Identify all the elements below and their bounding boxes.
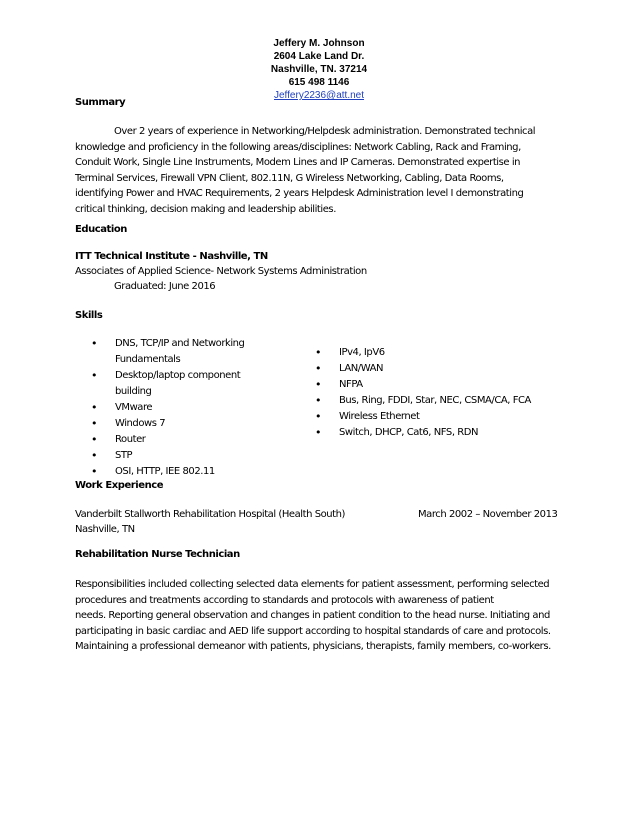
job-line: needs. Reporting general observation and changes in patient condition to the head nurse. Initiating and — [75, 610, 550, 621]
job-line: procedures and treatments according to standards and protocols with awareness of patient — [75, 594, 494, 606]
graduation-date: Graduated: June 2016 — [114, 281, 216, 292]
skills-list-right — [313, 345, 543, 441]
summary-line: Over 2 years of experience in Networking/Helpdesk administration. Demonstrated technical — [114, 126, 536, 137]
employer-name: Vanderbilt Stallworth Rehabilitation Hospital (Health South) — [75, 509, 345, 520]
summary-line: critical thinking, decision making and leadership abilities. — [75, 203, 336, 215]
skill-item: • Switch, DHCP, Cat6, NFS, RDN — [313, 425, 543, 441]
summary-paragraph — [75, 124, 567, 217]
skill-item: • NFPA — [313, 377, 543, 393]
summary-heading: Summary — [75, 97, 126, 108]
skill-item: • IPv4, IpV6 — [313, 345, 543, 361]
job-title: Rehabilitation Nurse Technician — [75, 549, 240, 560]
summary-line: knowledge and proficiency in the following areas/disciplines: Network Cabling, Rack and Framing, — [75, 141, 521, 153]
job-line: participating in basic cardiac and AED life support according to hospital standards of care and protocols. — [75, 625, 551, 637]
job-description — [75, 577, 567, 655]
skills-heading: Skills — [75, 310, 103, 321]
skill-item: • Wireless Ethernet — [313, 409, 543, 425]
summary-line: Conduit Work, Single Line Instruments, Modem Lines and IP Cameras. Demonstrated expertise in — [75, 157, 521, 168]
skill-item: • Router — [89, 432, 279, 448]
skill-item: • Desktop/laptop component building — [89, 368, 279, 400]
degree: Associates of Applied Science- Network Systems Administration — [75, 266, 367, 277]
candidate-name: Jeffery M. Johnson — [273, 38, 365, 49]
email-link[interactable]: Jeffery2236@att.net — [273, 90, 365, 101]
school-name: ITT Technical Institute - Nashville, TN — [75, 251, 268, 262]
skill-item: • STP — [89, 448, 279, 464]
skill-item: • VMware — [89, 400, 279, 416]
summary-line: identifying Power and HVAC Requirements, 2 years Helpdesk Administration level I demonstrating — [75, 188, 524, 199]
education-heading: Education — [75, 224, 127, 235]
skill-item: • DNS, TCP/IP and Networking Fundamentals — [89, 336, 279, 368]
work-experience-heading: Work Experience — [75, 480, 164, 491]
skill-item: • Windows 7 — [89, 416, 279, 432]
street-address: 2604 Lake Land Dr. — [273, 51, 365, 62]
skill-item: • LAN/WAN — [313, 361, 543, 377]
city-state-zip: Nashville, TN. 37214 — [270, 64, 368, 75]
job-line: Maintaining a professional demeanor with patients, physicians, therapists, family members, co-workers. — [75, 641, 551, 652]
employment-dates: March 2002 – November 2013 — [418, 509, 558, 520]
phone-number: 615 498 1146 — [288, 77, 350, 88]
skills-list-left — [89, 336, 279, 480]
employer-location: Nashville, TN — [75, 524, 135, 535]
skill-item: • OSI, HTTP, IEE 802.11 — [89, 464, 279, 480]
contact-header — [0, 37, 638, 102]
summary-line: Terminal Services, Firewall VPN Client, 802.11N, G Wireless Networking, Cabling, Data Rooms, — [75, 172, 504, 184]
skill-item: • Bus, Ring, FDDI, Star, NEC, CSMA/CA, FCA — [313, 393, 543, 409]
job-line: Responsibilities included collecting selected data elements for patient assessment, performing selected — [75, 579, 550, 590]
